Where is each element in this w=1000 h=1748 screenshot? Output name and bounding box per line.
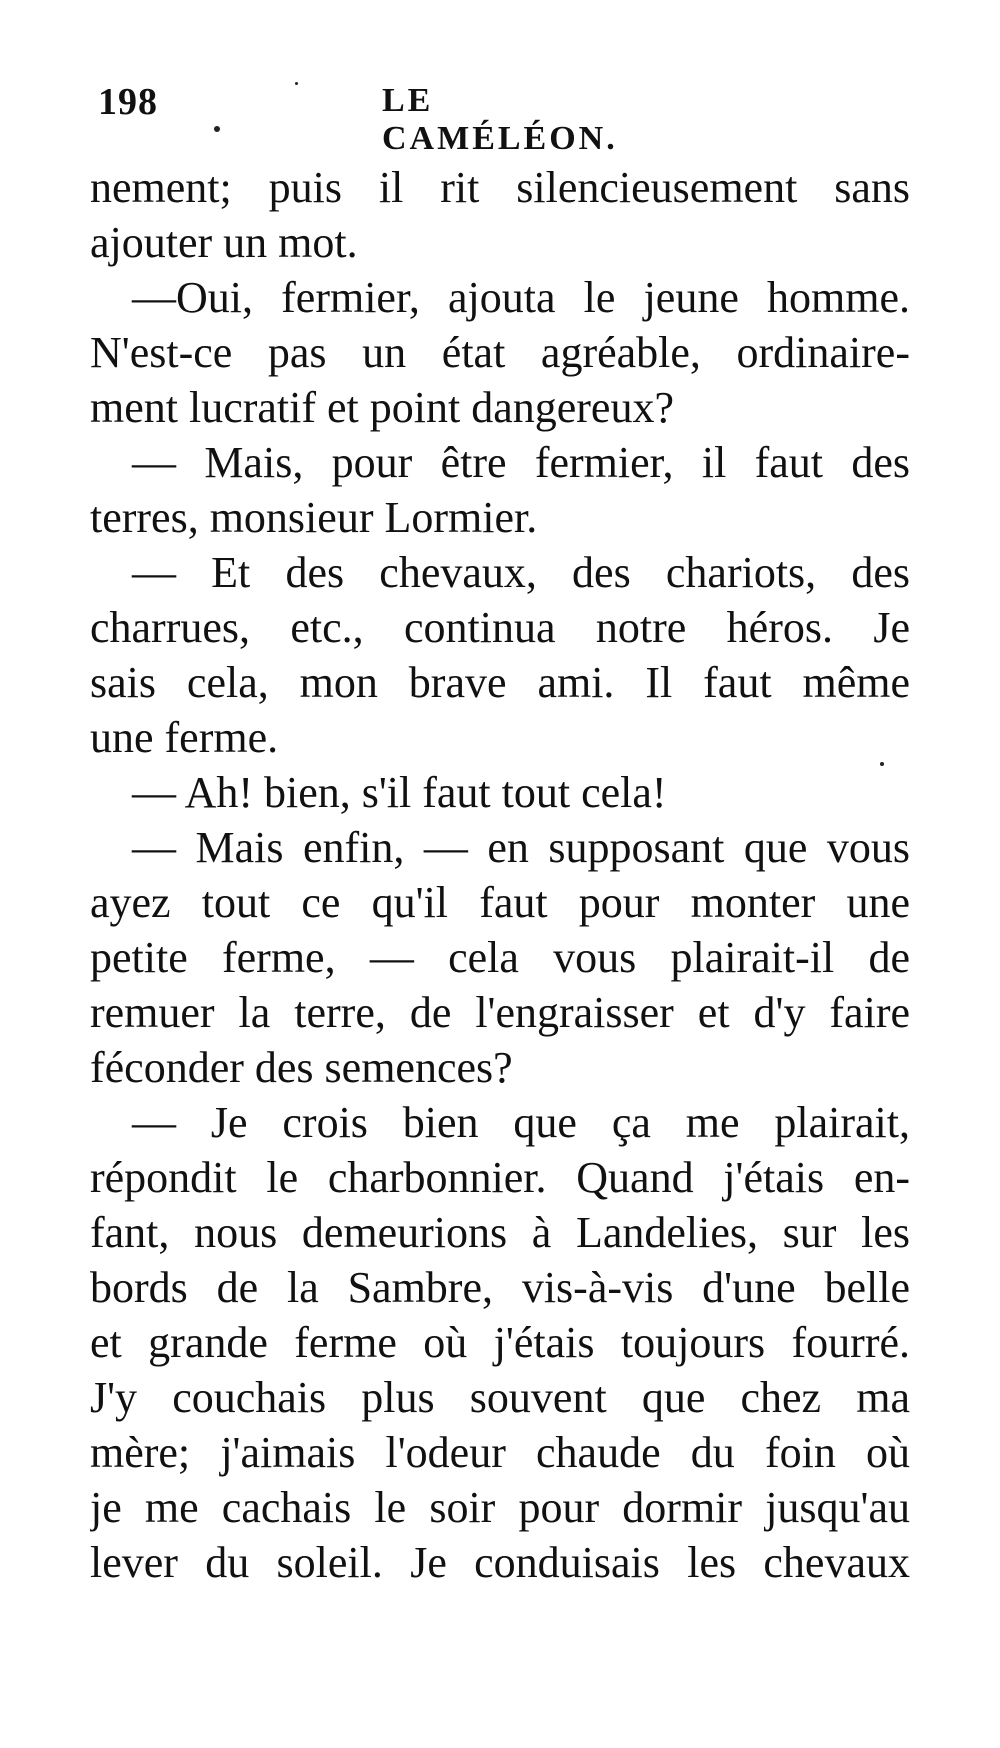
body-text: [90, 160, 910, 1590]
text-line: bords de la Sambre, vis-à-vis d'une belle: [90, 1263, 910, 1312]
text-line: charrues, etc., continua notre héros. Je: [90, 603, 910, 652]
text-line: féconder des semences?: [90, 1043, 513, 1092]
text-line: sais cela, mon brave ami. Il faut même: [90, 658, 910, 707]
text-line: petite ferme, — cela vous plairait-il de: [90, 933, 910, 982]
page-header: [98, 80, 658, 157]
text-line: ayez tout ce qu'il faut pour monter une: [90, 878, 910, 927]
ink-speck: [214, 126, 220, 132]
text-line: remuer la terre, de l'engraisser et d'y faire: [90, 988, 910, 1037]
text-line: — Je crois bien que ça me plairait,: [132, 1098, 910, 1147]
text-line: — Mais enfin, — en supposant que vous: [132, 823, 910, 872]
text-line: fant, nous demeurions à Landelies, sur les: [90, 1208, 910, 1257]
text-line: — Mais, pour être fermier, il faut des: [132, 438, 910, 487]
text-line: N'est-ce pas un état agréable, ordinaire-: [90, 328, 910, 377]
text-line: mère; j'aimais l'odeur chaude du foin où: [90, 1428, 910, 1477]
text-line: nement; puis il rit silencieusement sans: [90, 163, 910, 212]
running-title: LE CAMÉLÉON.: [382, 82, 618, 157]
text-line: ajouter un mot.: [90, 218, 358, 267]
text-line: — Et des chevaux, des chariots, des: [132, 548, 910, 597]
ink-speck: [295, 82, 298, 85]
text-line: ment lucratif et point dangereux?: [90, 383, 674, 432]
page-number: 198: [98, 81, 158, 123]
text-line: J'y couchais plus souvent que chez ma: [90, 1373, 910, 1422]
text-line: — Ah! bien, s'il faut tout cela!: [132, 768, 667, 817]
text-line: et grande ferme où j'étais toujours fourré.: [90, 1318, 910, 1367]
text-line: terres, monsieur Lormier.: [90, 493, 538, 542]
text-line: je me cachais le soir pour dormir jusqu'au: [90, 1483, 910, 1532]
text-line: répondit le charbonnier. Quand j'étais en-: [90, 1153, 910, 1202]
text-line: lever du soleil. Je conduisais les chevaux: [90, 1538, 910, 1587]
text-line: une ferme.: [90, 713, 279, 762]
text-line: —Oui, fermier, ajouta le jeune homme.: [132, 273, 910, 322]
